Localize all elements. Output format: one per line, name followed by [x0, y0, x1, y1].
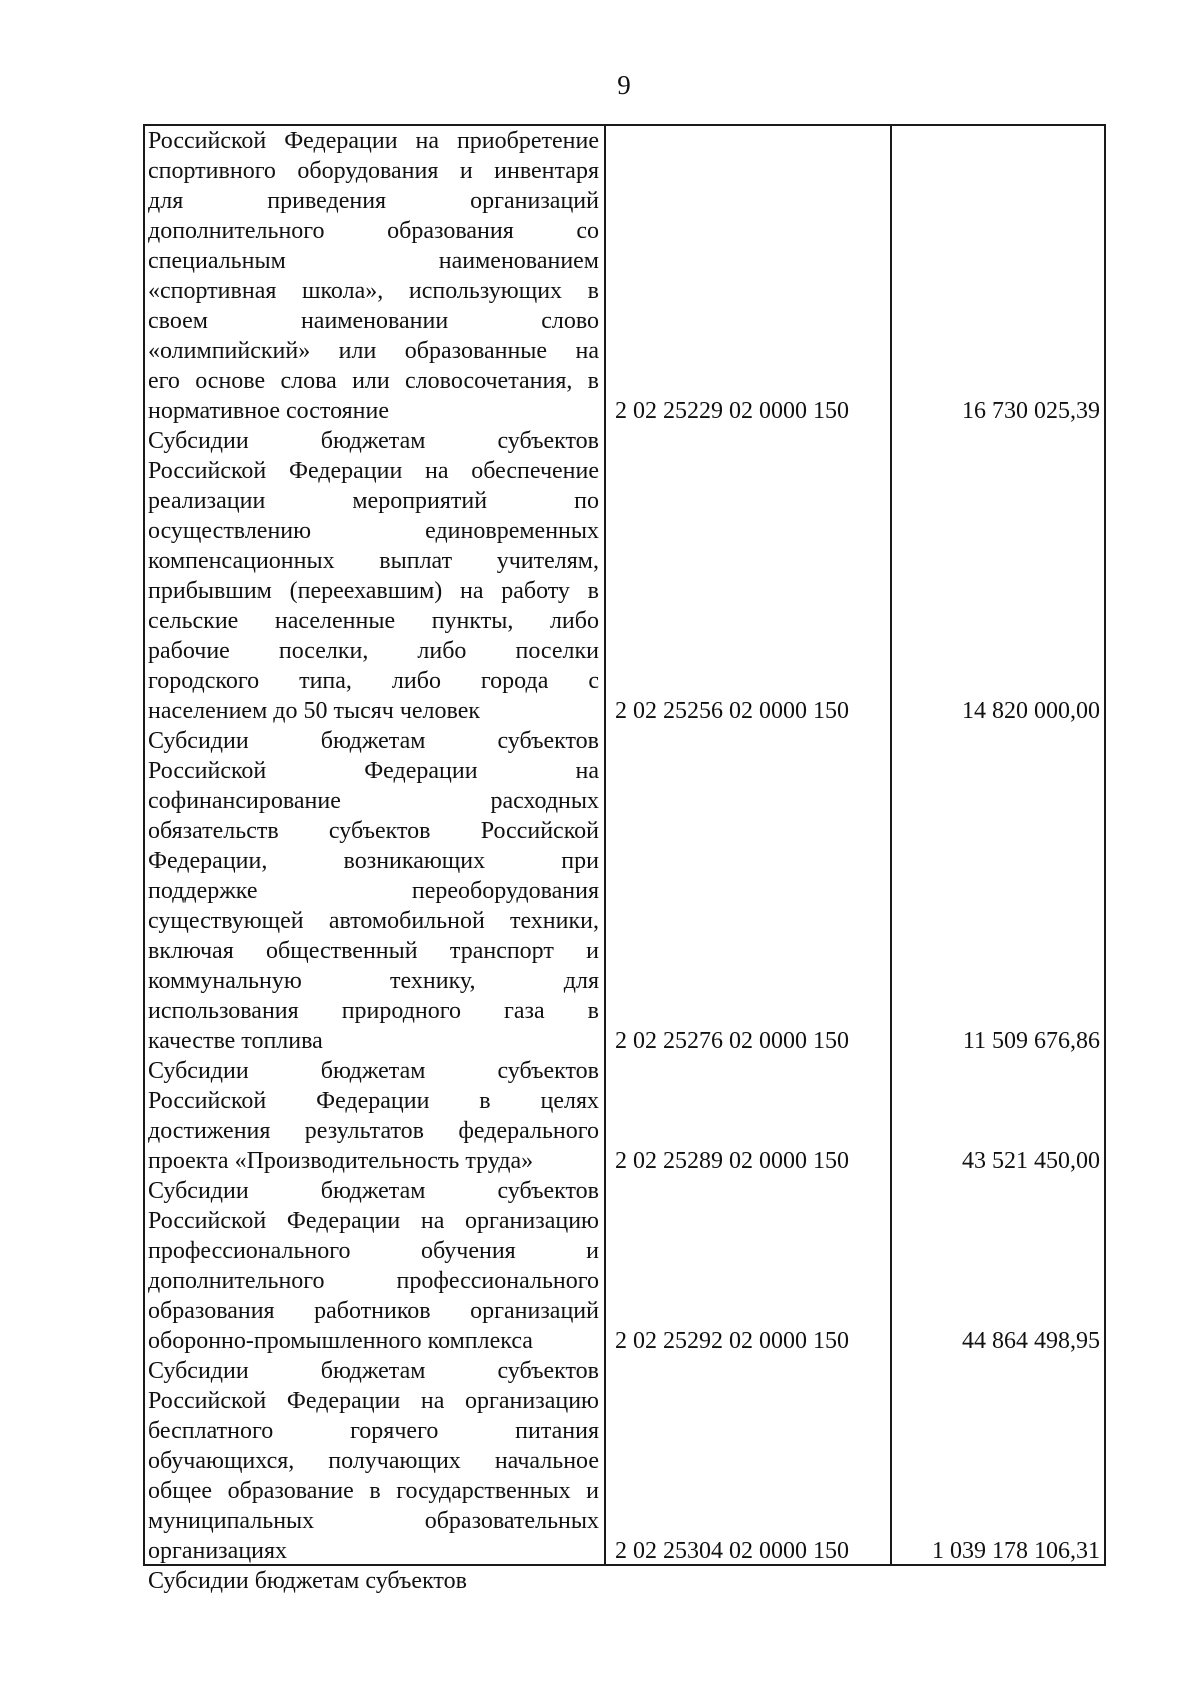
- table-row: [145, 126, 1104, 426]
- table-row: [145, 1356, 1104, 1566]
- row-name-line: для приведения организаций: [148, 188, 599, 214]
- row-amount-cell: 44 864 498,95: [962, 1328, 1100, 1354]
- row-code-cell: 2 02 25304 02 0000 150: [615, 1538, 849, 1564]
- row-name-line: Российской Федерации на организацию: [148, 1388, 599, 1414]
- row-name-line: своем наименовании слово: [148, 308, 599, 334]
- row-amount-cell: 11 509 676,86: [962, 1028, 1100, 1054]
- row-name-line: «спортивная школа», использующих в: [148, 278, 599, 304]
- row-name-cell: [145, 1356, 599, 1566]
- row-name-line: спортивного оборудования и инвентаря: [148, 158, 599, 184]
- table-row: [145, 1566, 1104, 1596]
- row-name-line: Субсидии бюджетам субъектов: [148, 1058, 599, 1084]
- row-name-line: обязательств субъектов Российской: [148, 818, 599, 844]
- row-name-line: «олимпийский» или образованные на: [148, 338, 599, 364]
- row-name-line: реализации мероприятий по: [148, 488, 599, 514]
- row-name-line: софинансирование расходных: [148, 788, 599, 814]
- table-row: [145, 726, 1104, 1056]
- table-row: [145, 1176, 1104, 1356]
- row-name-line: организациях: [148, 1538, 288, 1564]
- row-name-line: рабочие поселки, либо поселки: [148, 638, 599, 664]
- row-name-line: использования природного газа в: [148, 998, 599, 1024]
- row-name-line: Субсидии бюджетам субъектов: [148, 1358, 599, 1384]
- row-name-cell: [145, 1176, 599, 1356]
- table-rows: [145, 126, 1104, 1596]
- row-name-line: оборонно-промышленного комплекса: [148, 1328, 533, 1354]
- row-name-line: сельские населенные пункты, либо: [148, 608, 599, 634]
- row-name-line: его основе слова или словосочетания, в: [148, 368, 599, 394]
- row-name-cell: [145, 1566, 599, 1596]
- row-name-line: Российской Федерации на обеспечение: [148, 458, 599, 484]
- row-amount-cell: 1 039 178 106,31: [932, 1538, 1100, 1564]
- row-name-line: Субсидии бюджетам субъектов: [148, 728, 599, 754]
- table-row: [145, 426, 1104, 726]
- row-name-line: включая общественный транспорт и: [148, 938, 599, 964]
- row-name-line: обучающихся, получающих начальное: [148, 1448, 599, 1474]
- row-amount-cell: 14 820 000,00: [962, 698, 1100, 724]
- row-code-cell: 2 02 25292 02 0000 150: [615, 1328, 849, 1354]
- row-name-cell: [145, 726, 599, 1056]
- row-name-line: Российской Федерации на организацию: [148, 1208, 599, 1234]
- row-name-line: дополнительного профессионального: [148, 1268, 599, 1294]
- row-name-line: населением до 50 тысяч человек: [148, 698, 481, 724]
- row-name-line: существующей автомобильной техники,: [148, 908, 599, 934]
- row-code-cell: 2 02 25229 02 0000 150: [615, 398, 849, 424]
- row-amount-cell: 16 730 025,39: [962, 398, 1100, 424]
- row-name-line: проекта «Производительность труда»: [148, 1148, 534, 1174]
- row-name-line: профессионального обучения и: [148, 1238, 599, 1264]
- budget-table: [143, 124, 1106, 1594]
- row-name-cell: [145, 1056, 599, 1176]
- row-name-line: Субсидии бюджетам субъектов: [148, 428, 599, 454]
- row-code-cell: 2 02 25289 02 0000 150: [615, 1148, 849, 1174]
- row-name-line: Российской Федерации в целях: [148, 1088, 599, 1114]
- row-name-line: достижения результатов федерального: [148, 1118, 599, 1144]
- row-name-line: прибывшим (переехавшим) на работу в: [148, 578, 599, 604]
- row-name-line: компенсационных выплат учителям,: [148, 548, 599, 574]
- row-name-line: Российской Федерации на приобретение: [148, 128, 599, 154]
- row-name-line: дополнительного образования со: [148, 218, 599, 244]
- row-name-line: качестве топлива: [148, 1028, 323, 1054]
- row-name-line: бесплатного горячего питания: [148, 1418, 599, 1444]
- row-name-line: коммунальную технику, для: [148, 968, 599, 994]
- row-code-cell: 2 02 25276 02 0000 150: [615, 1028, 849, 1054]
- page-number: 9: [617, 70, 631, 100]
- row-code-cell: 2 02 25256 02 0000 150: [615, 698, 849, 724]
- row-name-cell: [145, 126, 599, 426]
- row-name-line: городского типа, либо города с: [148, 668, 599, 694]
- row-name-line: Российской Федерации на: [148, 758, 599, 784]
- row-name-line: муниципальных образовательных: [148, 1508, 599, 1534]
- row-name-line: Субсидии бюджетам субъектов: [148, 1178, 599, 1204]
- row-name-line: Субсидии бюджетам субъектов: [148, 1568, 467, 1594]
- row-name-line: нормативное состояние: [148, 398, 389, 424]
- row-name-cell: [145, 426, 599, 726]
- row-name-line: осуществлению единовременных: [148, 518, 599, 544]
- table-row: [145, 1056, 1104, 1176]
- row-name-line: специальным наименованием: [148, 248, 599, 274]
- row-name-line: образования работников организаций: [148, 1298, 599, 1324]
- row-name-line: общее образование в государственных и: [148, 1478, 599, 1504]
- row-name-line: поддержке переоборудования: [148, 878, 599, 904]
- row-name-line: Федерации, возникающих при: [148, 848, 599, 874]
- row-amount-cell: 43 521 450,00: [962, 1148, 1100, 1174]
